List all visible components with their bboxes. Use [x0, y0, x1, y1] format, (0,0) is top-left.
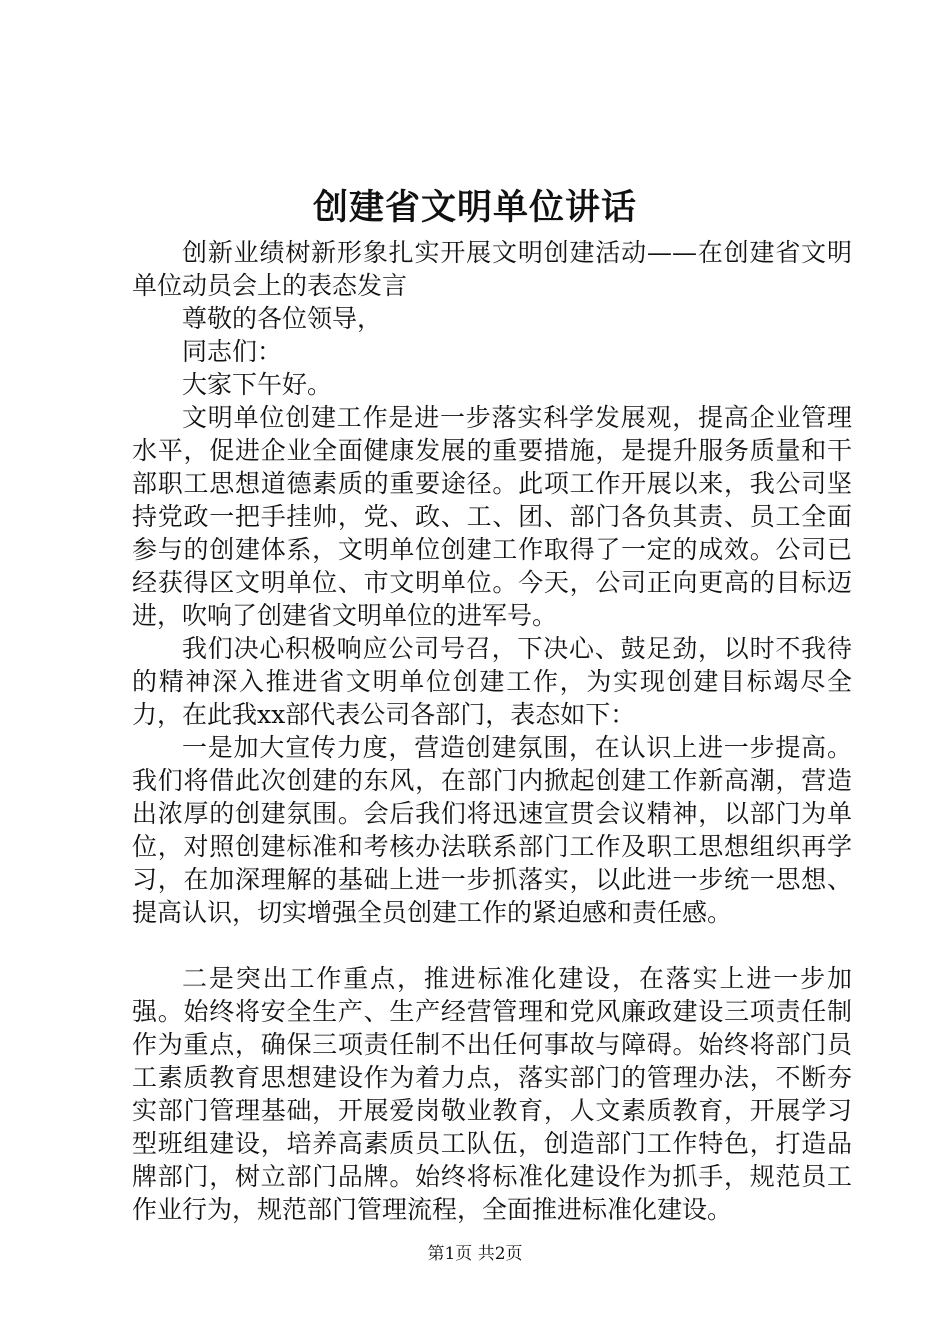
- document-body: [132, 236, 852, 1226]
- document-title: 创建省文明单位讲话: [312, 187, 637, 228]
- page-number: 第1页 共2页: [427, 1244, 523, 1264]
- paragraph-salutation-leaders: 尊敬的各位领导，: [182, 304, 383, 333]
- paragraph-point-two: 二是突出工作重点，推进标准化建设，在落实上进一步加强。始终将安全生产、生产经营管理和党风廉政建设三项责任制作为重点，确保三项责任制不出任何事故与障碍。始终将部门员工素质教育思想建设作为着力点，落实部门的管理办法，不断夯实部门管理基础，开展爱岗敬业教育，人文素质教育，开展学习型班组建设，培养高素质员工队伍，创造部门工作特色，打造品牌部门，树立部门品牌。始终将标准化建设作为抓手，规范员工作业行为，规范部门管理流程，全面推进标准化建设。: [132, 964, 852, 1224]
- paragraph-subtitle: 创新业绩树新形象扎实开展文明创建活动——在创建省文明单位动员会上的表态发言: [132, 238, 852, 300]
- paragraph-intro: 文明单位创建工作是进一步落实科学发展观，提高企业管理水平，促进企业全面健康发展的重要措施，是提升服务质量和干部职工思想道德素质的重要途径。此项工作开展以来，我公司坚持党政一把手挂帅，党、政、工、团、部门各负其责、员工全面参与的创建体系，文明单位创建工作取得了一定的成效。公司已经获得区文明单位、市文明单位。今天，公司正向更高的目标迈进，吹响了创建省文明单位的进军号。: [132, 403, 852, 630]
- paragraph-resolution: 我们决心积极响应公司号召，下决心、鼓足劲，以时不我待的精神深入推进省文明单位创建工作，为实现创建目标竭尽全力，在此我xx部代表公司各部门，表态如下：: [132, 634, 852, 729]
- paragraph-greeting: 大家下午好。: [182, 370, 333, 399]
- paragraph-salutation-comrades: 同志们：: [182, 337, 283, 366]
- paragraph-point-one: 一是加大宣传力度，营造创建氛围，在认识上进一步提高。我们将借此次创建的东风，在部门内掀起创建工作新高潮，营造出浓厚的创建氛围。会后我们将迅速宣贯会议精神，以部门为单位，对照创建标准和考核办法联系部门工作及职工思想组织再学习，在加深理解的基础上进一步抓落实，以此进一步统一思想、提高认识，切实增强全员创建工作的紧迫感和责任感。: [132, 733, 852, 927]
